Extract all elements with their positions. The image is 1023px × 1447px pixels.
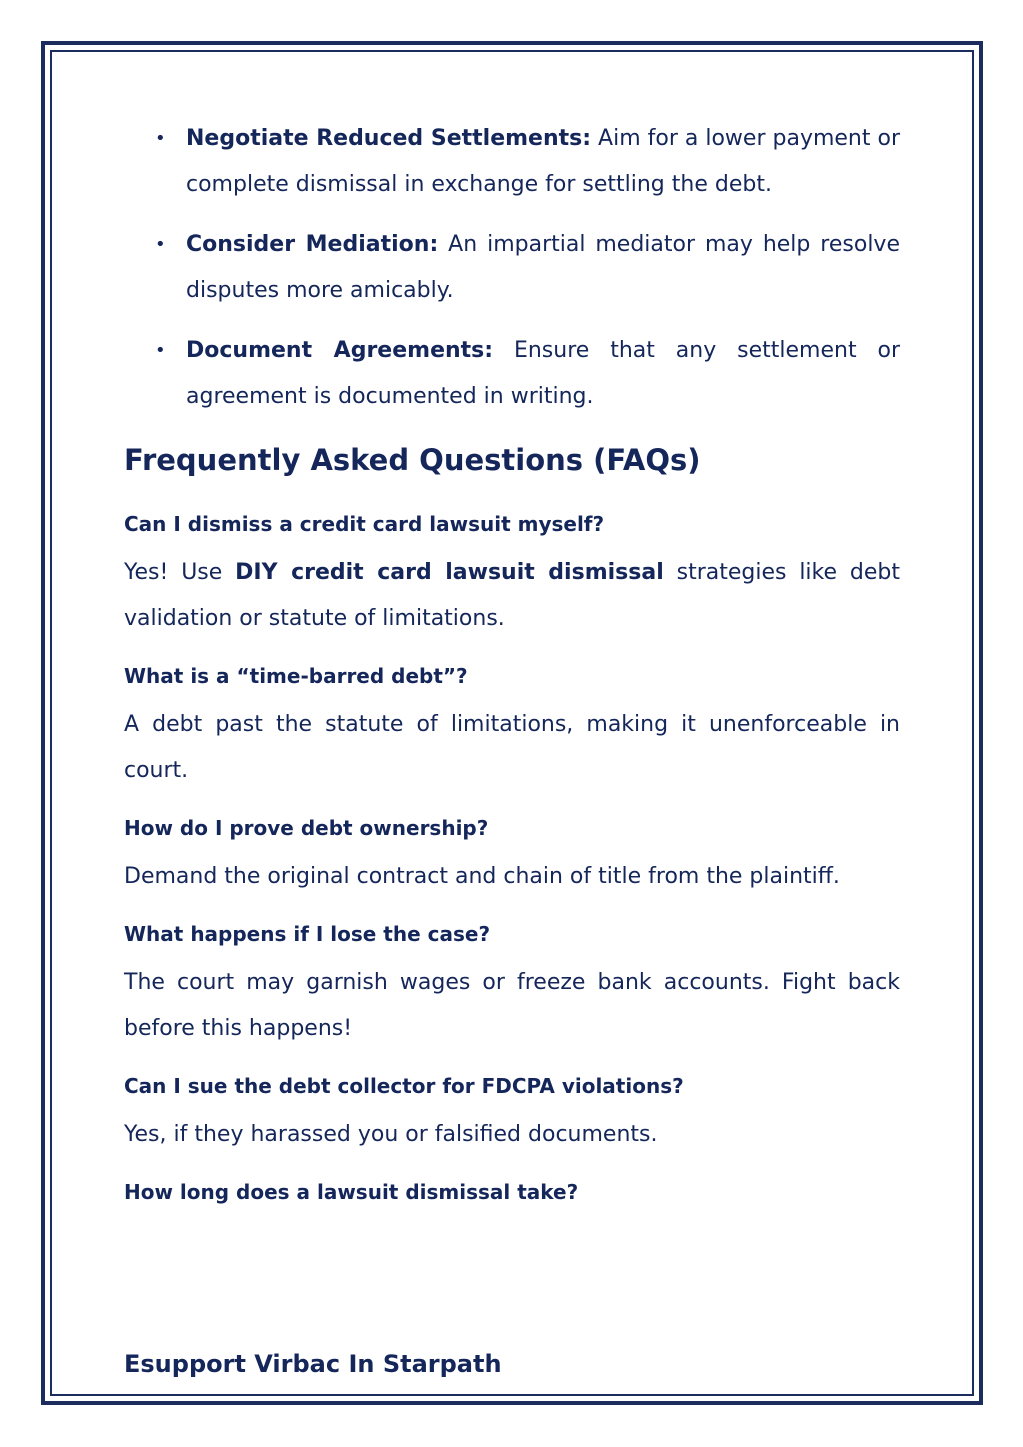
- faq-answer: Yes, if they harassed you or falsified documents.: [124, 1122, 658, 1147]
- faq-answer: [124, 550, 900, 642]
- faq-answer-post: strategies like debt validation or statute of limitations.: [124, 560, 900, 631]
- document-body: [124, 116, 900, 1218]
- faq-answer-keyword: DIY credit card lawsuit dismissal: [235, 560, 664, 585]
- bullet-list: [124, 116, 900, 420]
- bullet-icon: •: [155, 128, 166, 149]
- list-item: [124, 116, 900, 208]
- faq-question: What is a “time-barred debt”?: [124, 664, 468, 688]
- bullet-term: Document Agreements:: [186, 338, 494, 363]
- footer-heading: Esupport Virbac In Starpath: [124, 1350, 502, 1378]
- bullet-icon: •: [155, 340, 166, 361]
- faq-question: Can I sue the debt collector for FDCPA violations?: [124, 1074, 684, 1098]
- bullet-text: An impartial mediator may help resolve disputes more amicably.: [186, 232, 900, 303]
- faq-question: How do I prove debt ownership?: [124, 816, 489, 840]
- bullet-icon: •: [155, 234, 166, 255]
- faq-answer: A debt past the statute of limitations, making it unenforceable in court.: [124, 712, 900, 783]
- bullet-text: Aim for a lower payment or complete dismissal in exchange for settling the debt.: [186, 126, 901, 197]
- list-item: [124, 222, 900, 314]
- faq-question: Can I dismiss a credit card lawsuit myself?: [124, 512, 605, 536]
- bullet-term: Consider Mediation:: [186, 232, 439, 257]
- bullet-term: Negotiate Reduced Settlements:: [186, 126, 592, 151]
- faq-question: What happens if I lose the case?: [124, 922, 491, 946]
- bullet-text: Ensure that any settlement or agreement is documented in writing.: [186, 338, 900, 409]
- faq-answer: Demand the original contract and chain of title from the plaintiff.: [124, 864, 840, 889]
- faq-answer: The court may garnish wages or freeze bank accounts. Fight back before this happens!: [124, 970, 900, 1041]
- faq-question: How long does a lawsuit dismissal take?: [124, 1180, 579, 1204]
- faq-heading: Frequently Asked Questions (FAQs): [124, 443, 701, 477]
- list-item: [124, 328, 900, 420]
- faq-answer-pre: Yes! Use: [124, 560, 236, 585]
